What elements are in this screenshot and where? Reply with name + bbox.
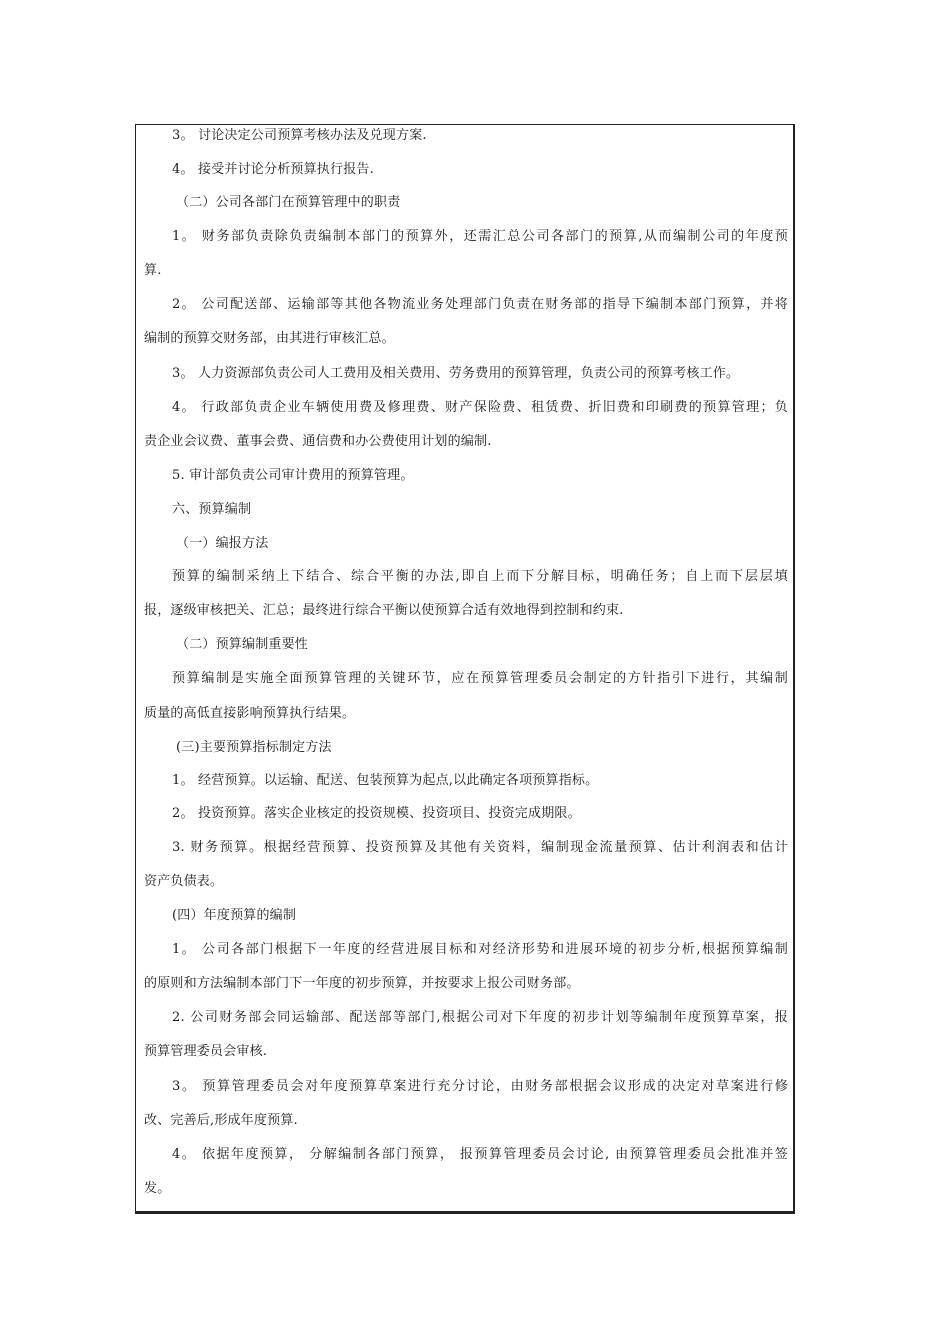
section-heading: (四）年度预算的编制 bbox=[172, 908, 297, 923]
text-line: 5. 审计部负责公司审计费用的预算管理。 bbox=[172, 468, 414, 483]
section-heading: （一）编报方法 bbox=[176, 536, 269, 551]
text-line: 1。 财务部负责除负责编制本部门的预算外，还需汇总公司各部门的预算,从而编制公司的年度预 bbox=[172, 229, 788, 244]
text-line: 改、完善后,形成年度预算. bbox=[144, 1113, 298, 1128]
text-line: 4。 依据年度预算， 分解编制各部门预算， 报预算管理委员会讨论, 由预算管理委员会批准并签 bbox=[172, 1147, 788, 1162]
text-line: 算. bbox=[144, 263, 162, 278]
text-line: 资产负债表。 bbox=[144, 874, 224, 889]
text-line: 预算的编制采纳上下结合、综合平衡的办法,即自上而下分解目标，明确任务；自上而下层层填 bbox=[172, 569, 788, 584]
text-line: 4。 行政部负责企业车辆使用费及修理费、财产保险费、租赁费、折旧费和印刷费的预算管理；负 bbox=[172, 400, 788, 415]
text-line: 2。 公司配送部、运输部等其他各物流业务处理部门负责在财务部的指导下编制本部门预算，并将 bbox=[172, 297, 788, 312]
section-heading: （二）公司各部门在预算管理中的职责 bbox=[176, 195, 401, 210]
text-line: 预算编制是实施全面预算管理的关键环节，应在预算管理委员会制定的方针指引下进行，其编制 bbox=[172, 671, 788, 686]
chapter-heading: 六、预算编制 bbox=[172, 502, 252, 517]
text-line: 质量的高低直接影响预算执行结果。 bbox=[144, 706, 356, 721]
text-line: 编制的预算交财务部，由其进行审核汇总。 bbox=[144, 331, 395, 346]
text-line: 3。 讨论决定公司预算考核办法及兑现方案. bbox=[172, 128, 427, 143]
section-heading: （二）预算编制重要性 bbox=[176, 637, 309, 652]
text-line: 预算管理委员会审核. bbox=[144, 1044, 268, 1059]
text-line: 1。 经营预算。以运输、配送、包装预算为起点,以此确定各项预算指标。 bbox=[172, 773, 599, 788]
text-line: 的原则和方法编制本部门下一年度的初步预算，并按要求上报公司财务部。 bbox=[144, 976, 580, 991]
text-line: 报，逐级审核把关、汇总；最终进行综合平衡以使预算合适有效地得到控制和约束. bbox=[144, 603, 624, 618]
text-line: 1。 公司各部门根据下一年度的经营进展目标和对经济形势和进展环境的初步分析,根据预算编制 bbox=[172, 942, 788, 957]
text-line: 4。 接受并讨论分析预算执行报告. bbox=[172, 162, 374, 177]
text-line: 3。 预算管理委员会对年度预算草案进行充分讨论，由财务部根据会议形成的决定对草案进行修 bbox=[172, 1079, 788, 1094]
section-heading: (三)主要预算指标制定方法 bbox=[176, 740, 332, 755]
text-line: 3。 人力资源部负责公司人工费用及相关费用、劳务费用的预算管理，负责公司的预算考核工作。 bbox=[172, 366, 740, 381]
text-line: 发。 bbox=[144, 1181, 171, 1196]
text-line: 2. 公司财务部会同运输部、配送部等部门,根据公司对下年度的初步计划等编制年度预算草案，报 bbox=[172, 1010, 788, 1025]
text-line: 3. 财务预算。根据经营预算、投资预算及其他有关资料，编制现金流量预算、估计利润表和估计 bbox=[172, 840, 788, 855]
text-line: 2。 投资预算。落实企业核定的投资规模、投资项目、投资完成期限。 bbox=[172, 806, 581, 821]
text-line: 责企业会议费、董事会费、通信费和办公费使用计划的编制. bbox=[144, 434, 492, 449]
